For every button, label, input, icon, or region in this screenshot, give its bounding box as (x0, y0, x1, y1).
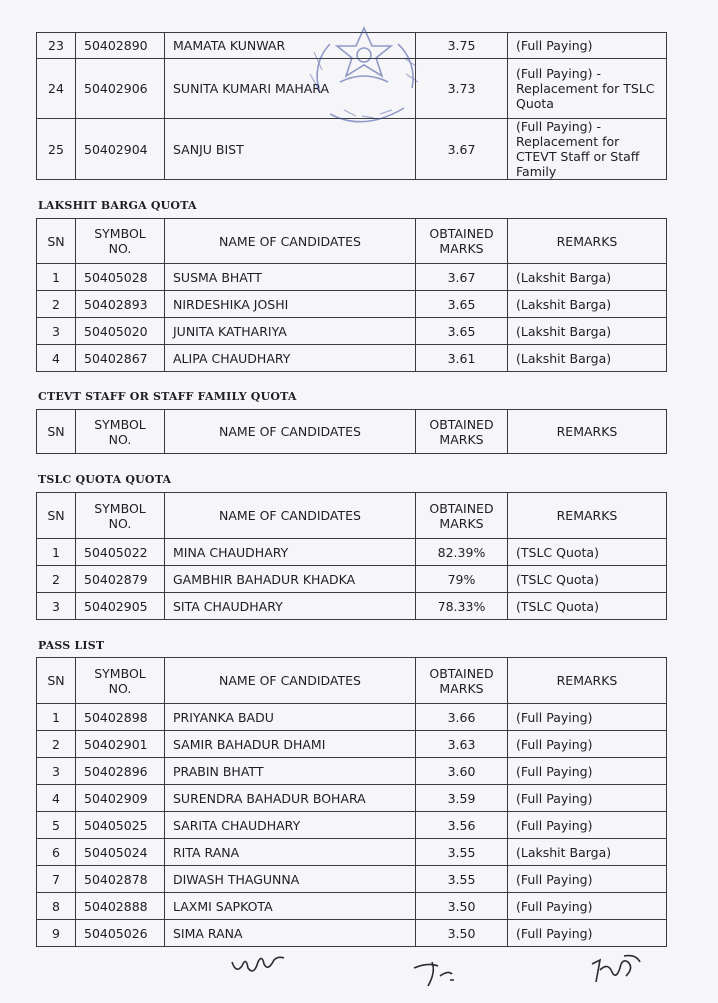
cell-name: GAMBHIR BAHADUR KHADKA (165, 566, 416, 593)
header-marks: OBTAINED MARKS (416, 410, 508, 454)
cell-sn: 8 (37, 893, 76, 920)
cell-sn: 6 (37, 839, 76, 866)
cell-marks: 3.55 (416, 839, 508, 866)
header-sn: SN (37, 658, 76, 704)
cell-remarks: (TSLC Quota) (508, 566, 667, 593)
table-row (37, 893, 667, 920)
header-remarks: REMARKS (508, 658, 667, 704)
cell-symbol: 50405022 (76, 539, 165, 566)
cell-sn: 24 (37, 59, 76, 119)
header-row (37, 219, 667, 264)
cell-marks: 3.75 (416, 33, 508, 59)
header-marks: OBTAINED MARKS (416, 658, 508, 704)
header-symbol: SYMBOL NO. (76, 219, 165, 264)
cell-marks: 3.50 (416, 893, 508, 920)
cell-marks: 3.65 (416, 291, 508, 318)
header-row (37, 658, 667, 704)
cell-sn: 4 (37, 345, 76, 372)
cell-marks: 82.39% (416, 539, 508, 566)
header-row (37, 493, 667, 539)
signature-right-icon (586, 950, 644, 986)
table-row (37, 866, 667, 893)
header-remarks: REMARKS (508, 219, 667, 264)
cell-symbol: 50402904 (76, 119, 165, 180)
cell-sn: 3 (37, 593, 76, 620)
header-remarks: REMARKS (508, 493, 667, 539)
cell-marks: 3.67 (416, 264, 508, 291)
cell-sn: 2 (37, 566, 76, 593)
cell-name: SUSMA BHATT (165, 264, 416, 291)
cell-remarks: (Full Paying) (508, 866, 667, 893)
cell-name: SARITA CHAUDHARY (165, 812, 416, 839)
header-name: NAME OF CANDIDATES (165, 658, 416, 704)
cell-name: LAXMI SAPKOTA (165, 893, 416, 920)
cell-remarks: (Full Paying) (508, 731, 667, 758)
cell-sn: 3 (37, 318, 76, 345)
header-marks: OBTAINED MARKS (416, 493, 508, 539)
header-row (37, 410, 667, 454)
cell-remarks: (Full Paying) (508, 785, 667, 812)
table-row (37, 291, 667, 318)
cell-sn: 2 (37, 731, 76, 758)
header-sn: SN (37, 219, 76, 264)
table-row (37, 731, 667, 758)
signature-left-icon (228, 948, 288, 978)
cell-name: ALIPA CHAUDHARY (165, 345, 416, 372)
lakshit-table (36, 218, 667, 372)
cell-name: PRABIN BHATT (165, 758, 416, 785)
cell-marks: 3.56 (416, 812, 508, 839)
cell-sn: 1 (37, 264, 76, 291)
cell-symbol: 50402906 (76, 59, 165, 119)
cell-name: SANJU BIST (165, 119, 416, 180)
cell-remarks: (Lakshit Barga) (508, 264, 667, 291)
cell-sn: 7 (37, 866, 76, 893)
cell-name: MAMATA KUNWAR (165, 33, 416, 59)
cell-symbol: 50402888 (76, 893, 165, 920)
tslc-table (36, 492, 667, 620)
cell-symbol: 50402896 (76, 758, 165, 785)
cell-symbol: 50402909 (76, 785, 165, 812)
cell-symbol: 50402879 (76, 566, 165, 593)
header-name: NAME OF CANDIDATES (165, 410, 416, 454)
header-symbol: SYMBOL NO. (76, 658, 165, 704)
header-sn: SN (37, 410, 76, 454)
cell-remarks: (Full Paying) (508, 758, 667, 785)
table-row (37, 345, 667, 372)
cell-sn: 25 (37, 119, 76, 180)
cell-remarks: (TSLC Quota) (508, 593, 667, 620)
cell-marks: 3.59 (416, 785, 508, 812)
cell-name: JUNITA KATHARIYA (165, 318, 416, 345)
office-seal-icon (300, 22, 428, 132)
cell-marks: 79% (416, 566, 508, 593)
cell-marks: 3.61 (416, 345, 508, 372)
cell-marks: 3.60 (416, 758, 508, 785)
cell-sn: 2 (37, 291, 76, 318)
table-row (37, 593, 667, 620)
cell-name: NIRDESHIKA JOSHI (165, 291, 416, 318)
cell-remarks: (Full Paying) (508, 704, 667, 731)
cell-remarks: (Lakshit Barga) (508, 318, 667, 345)
cell-sn: 1 (37, 539, 76, 566)
cell-remarks: (Lakshit Barga) (508, 345, 667, 372)
cell-sn: 23 (37, 33, 76, 59)
cell-symbol: 50405026 (76, 920, 165, 947)
section-title-tslc: TSLC QUOTA QUOTA (38, 473, 172, 486)
cell-marks: 3.66 (416, 704, 508, 731)
table-row (37, 318, 667, 345)
cell-remarks: (Full Paying) (508, 920, 667, 947)
section-title-pass: PASS LIST (38, 639, 105, 652)
cell-symbol: 50402905 (76, 593, 165, 620)
header-symbol: SYMBOL NO. (76, 410, 165, 454)
cell-remarks: (Full Paying) (508, 33, 667, 59)
cell-sn: 9 (37, 920, 76, 947)
section-title-lakshit: LAKSHIT BARGA QUOTA (38, 199, 197, 212)
table-row (37, 539, 667, 566)
cell-marks: 3.55 (416, 866, 508, 893)
cell-marks: 3.67 (416, 119, 508, 180)
cell-symbol: 50402867 (76, 345, 165, 372)
cell-marks: 3.65 (416, 318, 508, 345)
table-row (37, 785, 667, 812)
table-row (37, 920, 667, 947)
cell-remarks: (Lakshit Barga) (508, 291, 667, 318)
header-remarks: REMARKS (508, 410, 667, 454)
cell-symbol: 50405025 (76, 812, 165, 839)
cell-symbol: 50402890 (76, 33, 165, 59)
cell-name: SITA CHAUDHARY (165, 593, 416, 620)
cell-marks: 3.73 (416, 59, 508, 119)
table-row (37, 566, 667, 593)
table-row (37, 704, 667, 731)
cell-name: DIWASH THAGUNNA (165, 866, 416, 893)
cell-remarks: (Full Paying) (508, 893, 667, 920)
pass-table (36, 657, 667, 947)
cell-remarks: (Full Paying) - Replacement for TSLC Quota (508, 59, 667, 119)
cell-marks: 78.33% (416, 593, 508, 620)
cell-name: SURENDRA BAHADUR BOHARA (165, 785, 416, 812)
cell-symbol: 50402893 (76, 291, 165, 318)
cell-name: PRIYANKA BADU (165, 704, 416, 731)
cell-remarks: (Lakshit Barga) (508, 839, 667, 866)
cell-name: SAMIR BAHADUR DHAMI (165, 731, 416, 758)
cell-remarks: (Full Paying) - Replacement for CTEVT Staff or Staff Family (508, 119, 667, 180)
header-symbol: SYMBOL NO. (76, 493, 165, 539)
cell-name: SIMA RANA (165, 920, 416, 947)
header-name: NAME OF CANDIDATES (165, 493, 416, 539)
header-sn: SN (37, 493, 76, 539)
section-title-ctevt: CTEVT STAFF OR STAFF FAMILY QUOTA (38, 390, 297, 403)
table-row (37, 812, 667, 839)
cell-symbol: 50405020 (76, 318, 165, 345)
cell-sn: 1 (37, 704, 76, 731)
cell-symbol: 50402898 (76, 704, 165, 731)
cell-symbol: 50402901 (76, 731, 165, 758)
cell-symbol: 50405028 (76, 264, 165, 291)
cell-symbol: 50402878 (76, 866, 165, 893)
header-name: NAME OF CANDIDATES (165, 219, 416, 264)
cell-marks: 3.50 (416, 920, 508, 947)
cell-remarks: (Full Paying) (508, 812, 667, 839)
cell-name: RITA RANA (165, 839, 416, 866)
header-marks: OBTAINED MARKS (416, 219, 508, 264)
cell-remarks: (TSLC Quota) (508, 539, 667, 566)
cell-name: SUNITA KUMARI MAHARA (165, 59, 416, 119)
table-row (37, 839, 667, 866)
table-row (37, 758, 667, 785)
cell-sn: 3 (37, 758, 76, 785)
signature-middle-icon (410, 958, 460, 990)
cell-sn: 5 (37, 812, 76, 839)
cell-marks: 3.63 (416, 731, 508, 758)
ctevt-table (36, 409, 667, 454)
table-row (37, 264, 667, 291)
cell-name: MINA CHAUDHARY (165, 539, 416, 566)
cell-symbol: 50405024 (76, 839, 165, 866)
cell-sn: 4 (37, 785, 76, 812)
